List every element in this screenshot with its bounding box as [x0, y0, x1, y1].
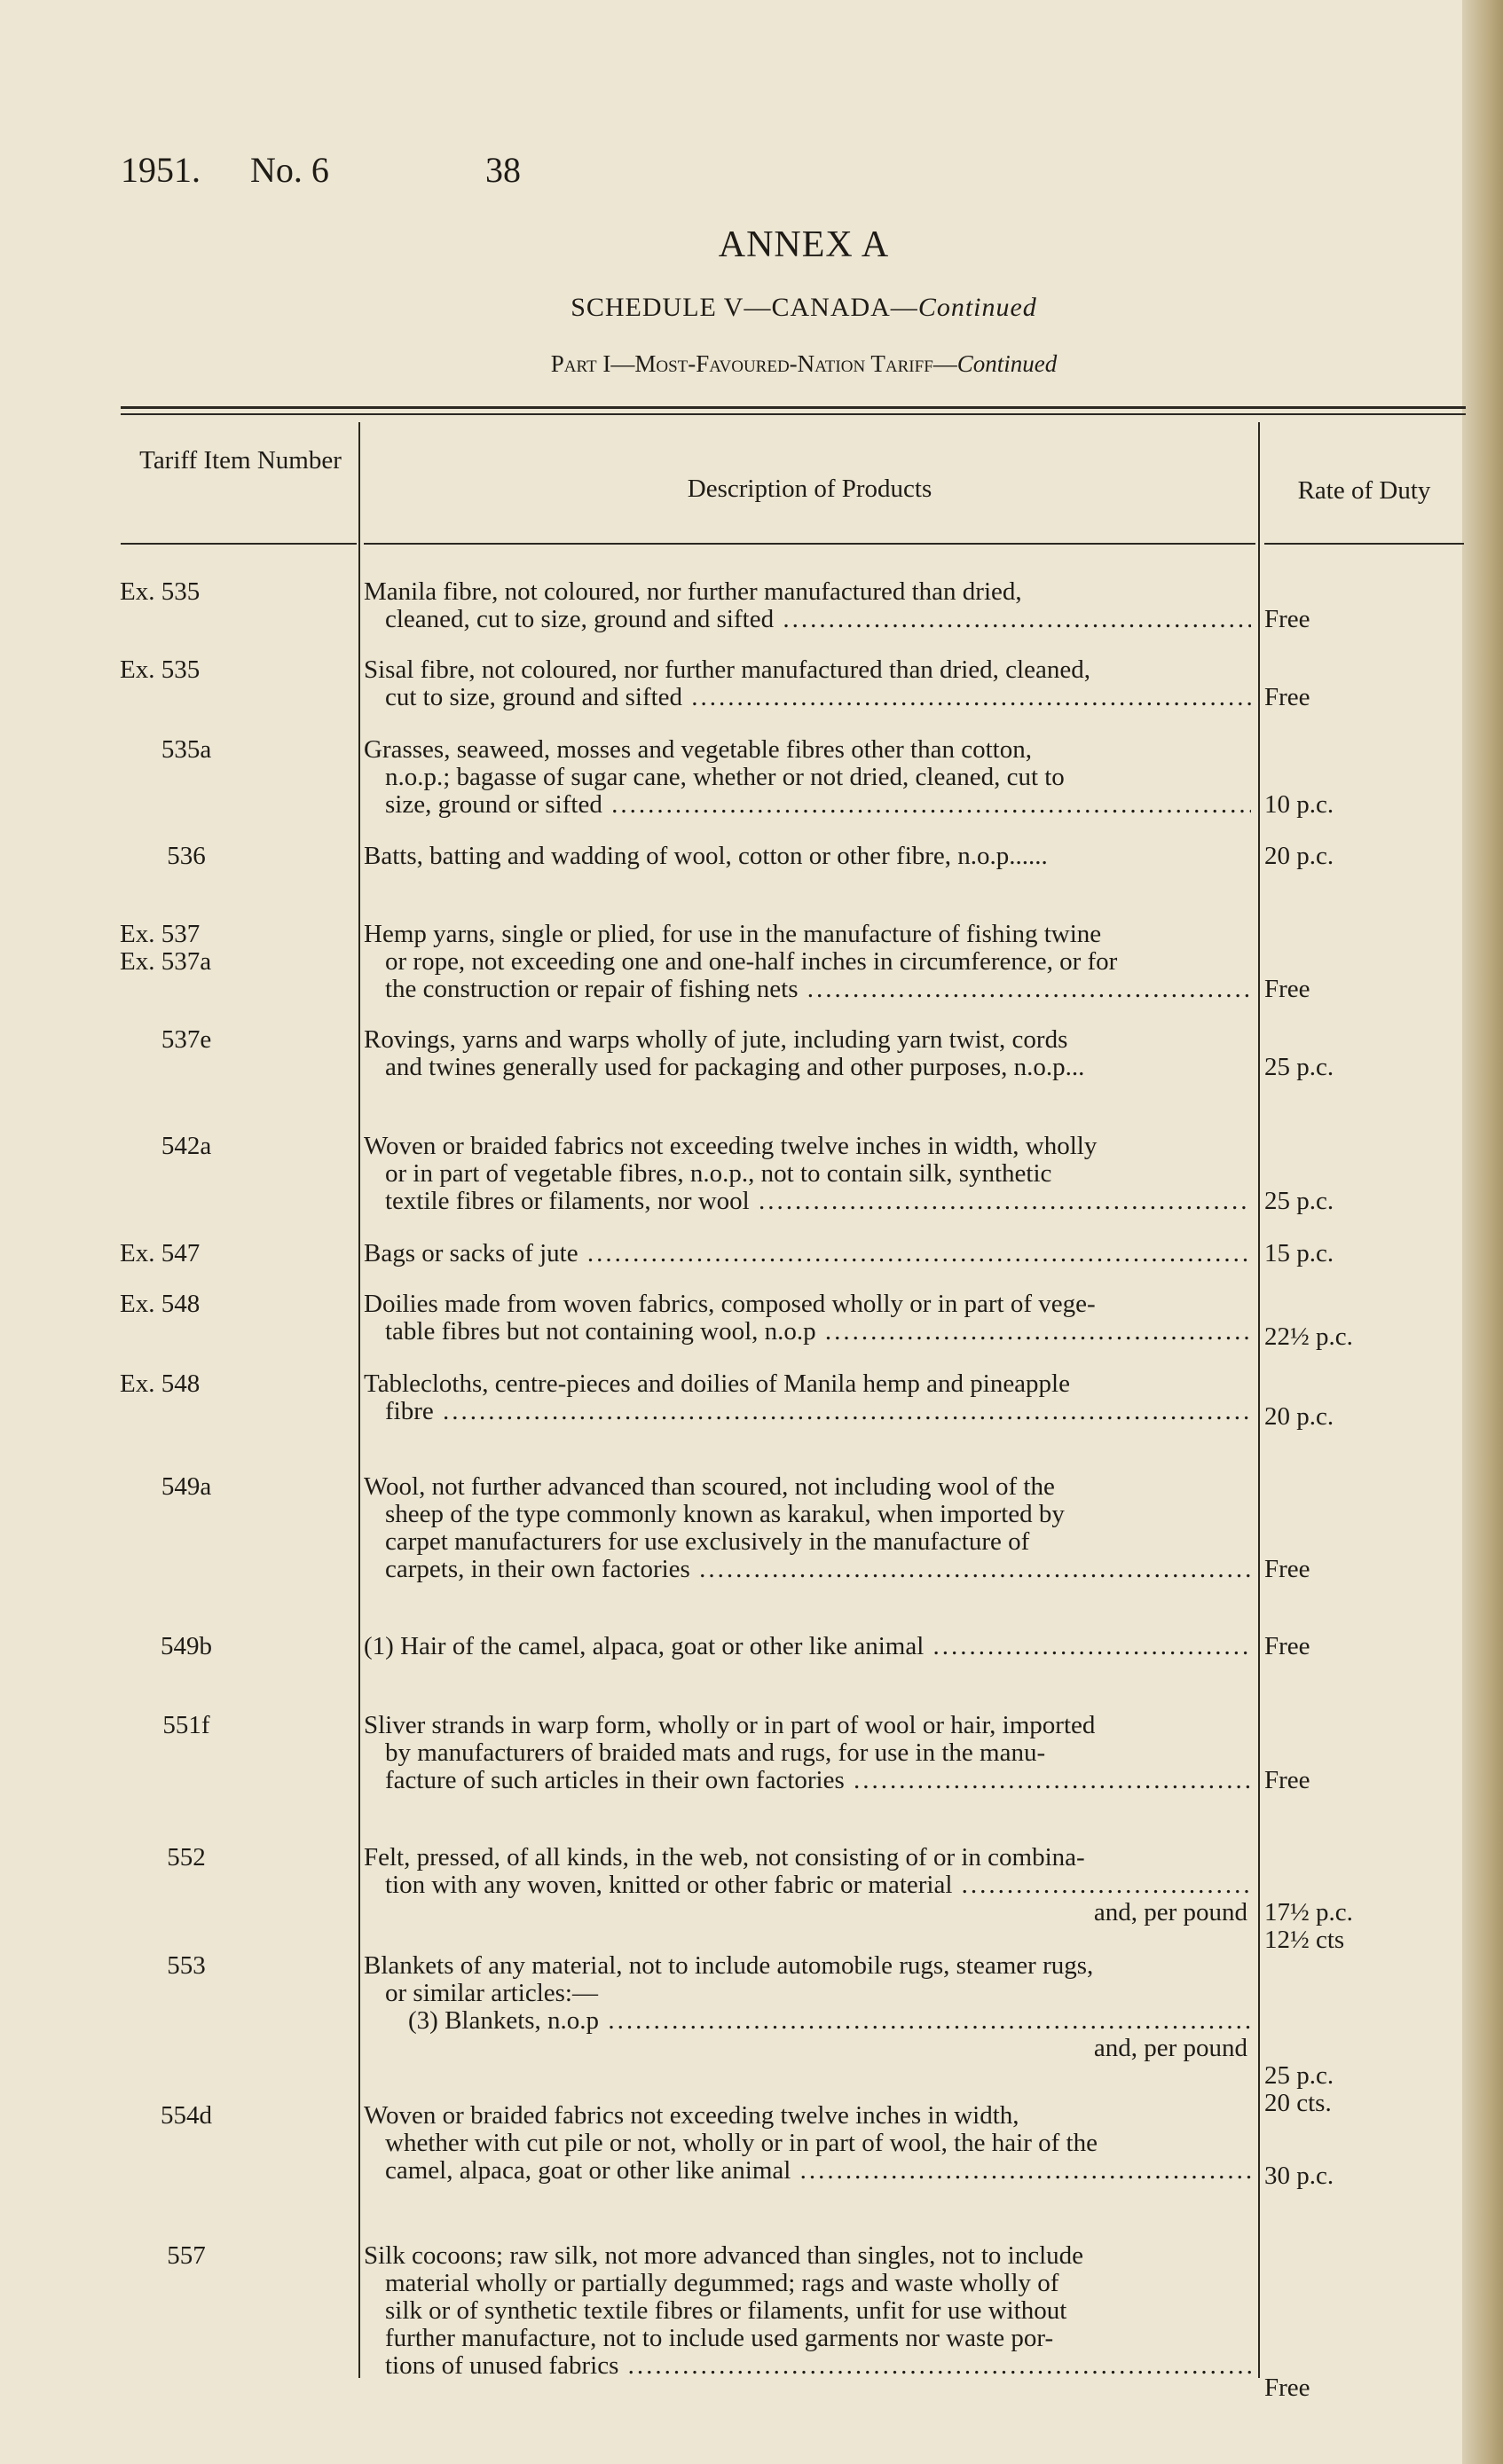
rate-value: Free: [1264, 605, 1310, 633]
rate-value: 25 p.c.: [1264, 2061, 1334, 2090]
header-year: 1951.: [121, 150, 201, 190]
tariff-item-code: 549b: [161, 1632, 212, 1660]
rate-value: Free: [1264, 975, 1310, 1003]
product-description: [364, 578, 1251, 633]
product-description: [364, 2242, 1251, 2380]
column-divider-right: [1258, 422, 1260, 2378]
column-header-rate: Rate of Duty: [1297, 476, 1431, 505]
description-line: table fibres but not containing wool, n.o.p .....: [364, 1318, 1251, 1346]
tariff-item-code: 553: [167, 1951, 206, 1980]
rate-value: Free: [1264, 2373, 1310, 2402]
description-line: or similar articles:—: [385, 1980, 598, 2007]
rate-value: 17½ p.c.: [1264, 1898, 1353, 1926]
product-description: [364, 1026, 1251, 1081]
description-line: Doilies made from woven fabrics, composed wholly or in part of vege-: [364, 1291, 1096, 1318]
description-line: Wool, not further advanced than scoured, not including wool of the: [364, 1473, 1055, 1501]
description-line: Woven or braided fabrics not exceeding twelve inches in width,: [364, 2102, 1019, 2130]
tariff-item-code: Ex. 535: [120, 655, 201, 684]
rate-of-duty: [1264, 1899, 1415, 1954]
rate-of-duty: [1264, 1323, 1415, 1351]
description-line: further manufacture, not to include used garments nor waste por-: [385, 2325, 1054, 2352]
tariff-item-number: [71, 1844, 302, 1872]
description-line: n.o.p.; bagasse of sugar cane, whether or not dried, cleaned, cut to: [385, 764, 1065, 791]
description-line: by manufacturers of braided mats and rugs, for use in the manu-: [385, 1739, 1046, 1767]
product-description: [364, 1952, 1251, 2062]
column-header-item: Tariff Item Number: [139, 446, 342, 475]
rate-value: 20 p.c.: [1264, 842, 1334, 870]
product-description: [364, 1240, 1251, 1267]
rate-of-duty: [1264, 1054, 1415, 1081]
part-title: [121, 350, 1487, 378]
description-line: (3) Blankets, n.o.p .....: [364, 2007, 1251, 2035]
description-line: Manila fibre, not coloured, nor further manufactured than dried,: [364, 578, 1022, 606]
product-description: [364, 2102, 1251, 2185]
rate-of-duty: [1264, 843, 1415, 870]
tariff-item-number: [71, 1026, 302, 1054]
part-text: Part I—Most-Favoured-Nation Tariff—: [550, 350, 957, 377]
rate-value: Free: [1264, 1632, 1310, 1660]
tariff-item-number: [120, 656, 350, 684]
rate-of-duty: [1264, 1767, 1415, 1794]
tariff-item-code: 557: [167, 2241, 206, 2270]
description-line: Sisal fibre, not coloured, nor further manufactured than dried, cleaned,: [364, 656, 1090, 684]
schedule-continued: Continued: [917, 293, 1037, 322]
tariff-item-number: [71, 843, 302, 870]
description-line: whether with cut pile or not, wholly or in part of wool, the hair of the: [385, 2130, 1098, 2157]
product-description: [364, 1712, 1251, 1794]
tariff-item-number: [120, 1240, 350, 1267]
product-description: [364, 1133, 1251, 1215]
description-line: and twines generally used for packaging and other purposes, n.o.p...: [385, 1054, 1085, 1081]
description-line: Bags or sacks of jute .....: [364, 1240, 1251, 1267]
description-line: carpets, in their own factories .....: [364, 1556, 1251, 1583]
product-description: [364, 1473, 1251, 1583]
rate-of-duty: [1264, 1556, 1415, 1583]
tariff-item-number: [71, 736, 302, 764]
description-line: size, ground or sifted .....: [364, 791, 1251, 819]
tariff-item-number: [71, 1633, 302, 1660]
header-rule-desc: [364, 543, 1255, 545]
description-line: Sliver strands in warp form, wholly or in part of wool or hair, imported: [364, 1712, 1096, 1739]
rate-value: Free: [1264, 1766, 1310, 1794]
product-description: [364, 1633, 1251, 1660]
header-number: No. 6: [250, 150, 329, 190]
tariff-item-number: [120, 1370, 350, 1398]
product-description: [364, 736, 1251, 819]
tariff-item-code: 552: [167, 1843, 206, 1872]
rate-value: 25 p.c.: [1264, 1053, 1334, 1081]
tariff-item-number: [71, 1473, 302, 1501]
description-line: Hemp yarns, single or plied, for use in the manufacture of fishing twine: [364, 921, 1102, 948]
description-line: Woven or braided fabrics not exceeding twelve inches in width, wholly: [364, 1133, 1098, 1160]
rate-value: 15 p.c.: [1264, 1239, 1334, 1267]
top-rule-2: [121, 413, 1466, 415]
tariff-item-code: Ex. 548: [120, 1369, 201, 1398]
description-line: Tablecloths, centre-pieces and doilies of Manila hemp and pineapple: [364, 1370, 1070, 1398]
schedule-text: SCHEDULE V—CANADA—: [571, 293, 918, 322]
description-line: Rovings, yarns and warps wholly of jute, including yarn twist, cords: [364, 1026, 1068, 1054]
tariff-item-number: [71, 2102, 302, 2130]
rate-of-duty: [1264, 1188, 1415, 1215]
tariff-item-code: 537e: [161, 1025, 212, 1054]
description-line: silk or of synthetic textile fibres or filaments, unfit for use without: [385, 2297, 1067, 2325]
tariff-item-number: [71, 1133, 302, 1160]
tariff-item-number: [71, 2242, 302, 2270]
rate-of-duty: [1264, 1633, 1415, 1660]
rate-value: Free: [1264, 683, 1310, 711]
rate-value: 30 p.c.: [1264, 2162, 1334, 2191]
tariff-item-number: [71, 1952, 302, 1980]
description-line: textile fibres or filaments, nor wool .....: [364, 1188, 1251, 1215]
description-line: or in part of vegetable fibres, n.o.p., not to contain silk, synthetic: [385, 1160, 1052, 1188]
rate-of-duty: [1264, 791, 1415, 819]
product-description: [364, 1844, 1251, 1926]
description-line: camel, alpaca, goat or other like animal .....: [364, 2157, 1251, 2185]
description-line: fibre .....: [364, 1398, 1251, 1425]
header-rule-item: [121, 543, 357, 545]
description-line: material wholly or partially degummed; rags and waste wholly of: [385, 2270, 1059, 2297]
rate-of-duty: [1264, 2162, 1415, 2190]
product-description: [364, 656, 1251, 711]
tariff-item-code: Ex. 535: [120, 577, 201, 606]
tariff-item-code: Ex. 548: [120, 1290, 201, 1318]
tariff-item-number: [120, 1291, 350, 1318]
description-line: Grasses, seaweed, mosses and vegetable fibres other than cotton,: [364, 736, 1032, 764]
product-description: [364, 921, 1251, 1003]
description-line: cleaned, cut to size, ground and sifted .....: [364, 606, 1251, 633]
description-line: cut to size, ground and sifted .....: [364, 684, 1251, 711]
rate-value: Free: [1264, 1555, 1310, 1583]
description-line: and, per pound: [1093, 1899, 1247, 1926]
rate-of-duty: [1264, 606, 1415, 633]
tariff-item-number: [71, 1712, 302, 1739]
tariff-item-code: 549a: [161, 1472, 212, 1501]
tariff-item-code: Ex. 537a: [120, 947, 212, 976]
description-line: sheep of the type commonly known as karakul, when imported by: [385, 1501, 1065, 1528]
rate-of-duty: [1264, 2062, 1415, 2117]
description-line: Felt, pressed, of all kinds, in the web, not consisting of or in combina-: [364, 1844, 1085, 1872]
rate-of-duty: [1264, 1240, 1415, 1267]
rate-of-duty: [1264, 1403, 1415, 1431]
tariff-item-number: [120, 921, 350, 976]
rate-of-duty: [1264, 976, 1415, 1003]
tariff-item-code: Ex. 537: [120, 920, 201, 948]
description-line: (1) Hair of the camel, alpaca, goat or other like animal .....: [364, 1633, 1251, 1660]
description-line: or rope, not exceeding one and one-half inches in circumference, or for: [385, 948, 1118, 976]
description-line: Batts, batting and wadding of wool, cotton or other fibre, n.o.p......: [364, 843, 1048, 870]
product-description: [364, 843, 1251, 870]
product-description: [364, 1291, 1251, 1346]
rate-value: 22½ p.c.: [1264, 1322, 1353, 1352]
annex-title: ANNEX A: [718, 224, 890, 265]
column-header-description: Description of Products: [687, 475, 932, 503]
schedule-title: [121, 293, 1487, 323]
tariff-item-code: 551f: [162, 1711, 210, 1739]
product-description: [364, 1370, 1251, 1425]
rate-value: 10 p.c.: [1264, 790, 1334, 819]
description-line: tion with any woven, knitted or other fabric or material .....: [364, 1872, 1251, 1899]
column-divider-left: [358, 422, 360, 2378]
tariff-item-code: 542a: [161, 1132, 212, 1160]
description-line: tions of unused fabrics .....: [364, 2352, 1251, 2380]
description-line: the construction or repair of fishing nets .....: [364, 976, 1251, 1003]
tariff-item-number: [120, 578, 350, 606]
description-line: and, per pound: [1093, 2035, 1247, 2062]
rate-value: 25 p.c.: [1264, 1187, 1334, 1215]
description-line: carpet manufacturers for use exclusively in the manufacture of: [385, 1528, 1030, 1556]
rate-of-duty: [1264, 684, 1415, 711]
tariff-item-code: 535a: [161, 735, 212, 764]
rate-value: 12½ cts: [1264, 1926, 1345, 1954]
rate-value: 20 cts.: [1264, 2089, 1332, 2117]
tariff-item-code: 554d: [161, 2101, 212, 2130]
rate-of-duty: [1264, 2374, 1415, 2402]
header-rule-rate: [1264, 543, 1464, 545]
tariff-item-code: Ex. 547: [120, 1239, 201, 1267]
description-line: facture of such articles in their own factories .....: [364, 1767, 1251, 1794]
page-number: 38: [485, 150, 521, 190]
top-rule-1: [121, 406, 1466, 409]
part-continued: Continued: [956, 350, 1058, 377]
description-line: Blankets of any material, not to include automobile rugs, steamer rugs,: [364, 1952, 1094, 1980]
rate-value: 20 p.c.: [1264, 1402, 1334, 1432]
tariff-item-code: 536: [167, 842, 206, 870]
description-line: Silk cocoons; raw silk, not more advanced than singles, not to include: [364, 2242, 1084, 2270]
